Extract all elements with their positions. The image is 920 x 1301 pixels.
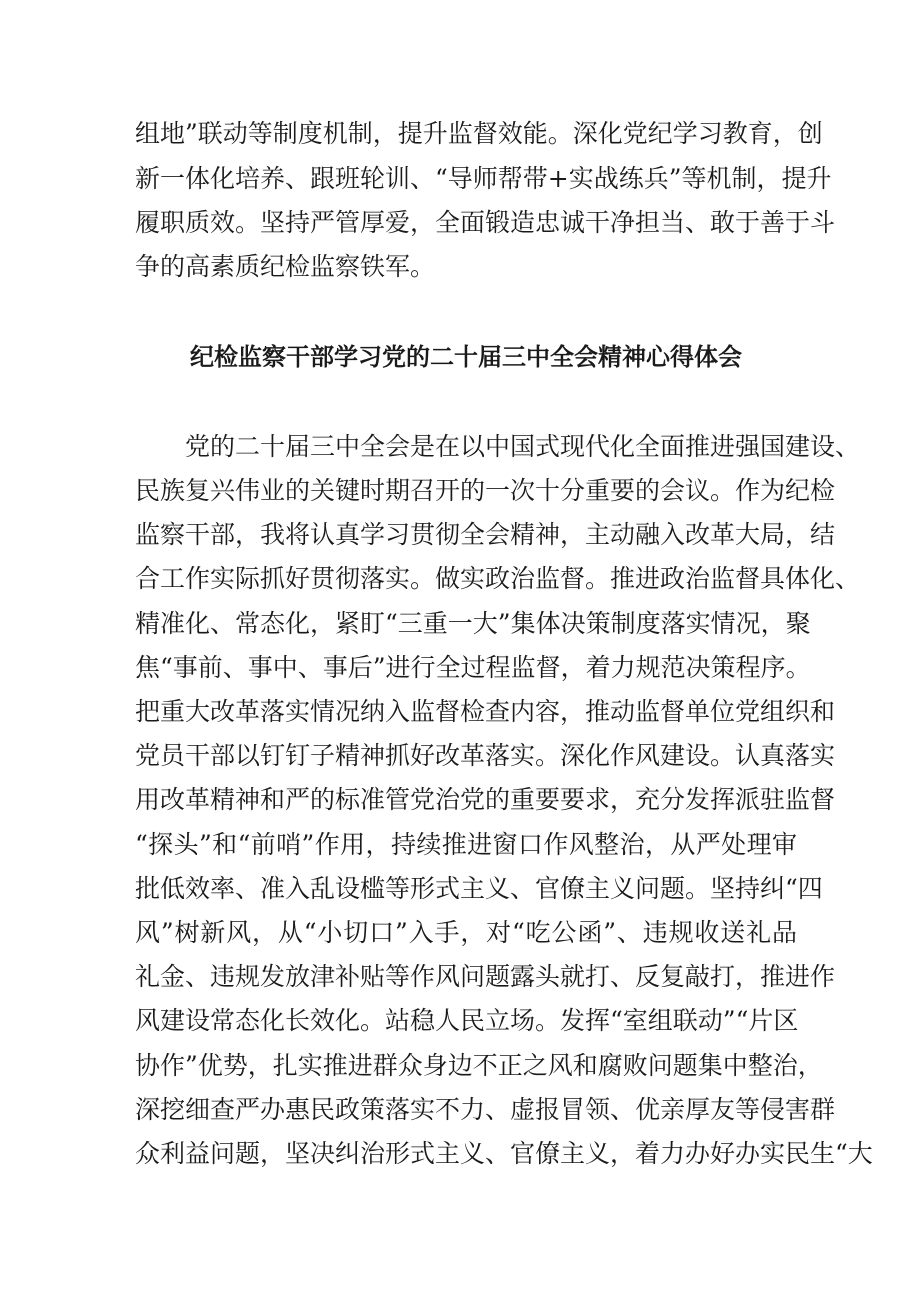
text-line: “探头”和“前哨”作用，持续推进窗口作风整治，从严处理审 [135, 830, 797, 859]
text-line: 争的高素质纪检监察铁军。 [135, 252, 436, 281]
text-line: 合工作实际抓好贯彻落实。做实政治监督。推进政治监督具体化、 [135, 564, 861, 593]
text-line: 党员干部以钉钉子精神抓好改革落实。深化作风建设。认真落实 [135, 741, 836, 770]
text-line: 协作”优势，扎实推进群众身边不正之风和腐败问题集中整治， [135, 1051, 823, 1080]
text-line: 监察干部，我将认真学习贯彻全会精神，主动融入改革大局，结 [135, 520, 836, 549]
text-line: 党的二十届三中全会是在以中国式现代化全面推进强国建设、 [185, 432, 861, 461]
text-line: 民族复兴伟业的关键时期召开的一次十分重要的会议。作为纪检 [135, 476, 836, 505]
text-line: 批低效率、准入乱设槛等形式主义、官僚主义问题。坚持纠“四 [135, 874, 823, 903]
section-title: 纪检监察干部学习党的二十届三中全会精神心得体会 [190, 343, 742, 371]
text-line: 风”树新风，从“小切口”入手，对“吃公函”、违规收送礼品 [135, 918, 797, 947]
text-line: 焦“事前、事中、事后”进行全过程监督，着力规范决策程序。 [135, 653, 811, 682]
text-line: 风建设常态化长效化。站稳人民立场。发挥“室组联动”“片区 [135, 1006, 799, 1035]
text-line: 新一体化培养、跟班轮训、“导师帮带+实战练兵”等机制，提升 [135, 164, 832, 193]
text-line: 礼金、违规发放津补贴等作风问题露头就打、反复敲打，推进作 [135, 962, 836, 991]
text-line: 深挖细查严办惠民政策落实不力、虚报冒领、优亲厚友等侵害群 [135, 1095, 836, 1124]
text-line: 履职质效。坚持严管厚爱，全面锻造忠诚干净担当、敢于善于斗 [135, 208, 836, 237]
text-line: 精准化、常态化，紧盯“三重一大”集体决策制度落实情况，聚 [135, 609, 811, 638]
text-line: 用改革精神和严的标准管党治党的重要要求，充分发挥派驻监督 [135, 785, 836, 814]
text-line: 把重大改革落实情况纳入监督检查内容，推动监督单位党组织和 [135, 697, 836, 726]
text-line: 众利益问题，坚决纠治形式主义、官僚主义，着力办好办实民生“大 [135, 1139, 873, 1168]
text-line: 组地”联动等制度机制，提升监督效能。深化党纪学习教育，创 [135, 119, 823, 148]
